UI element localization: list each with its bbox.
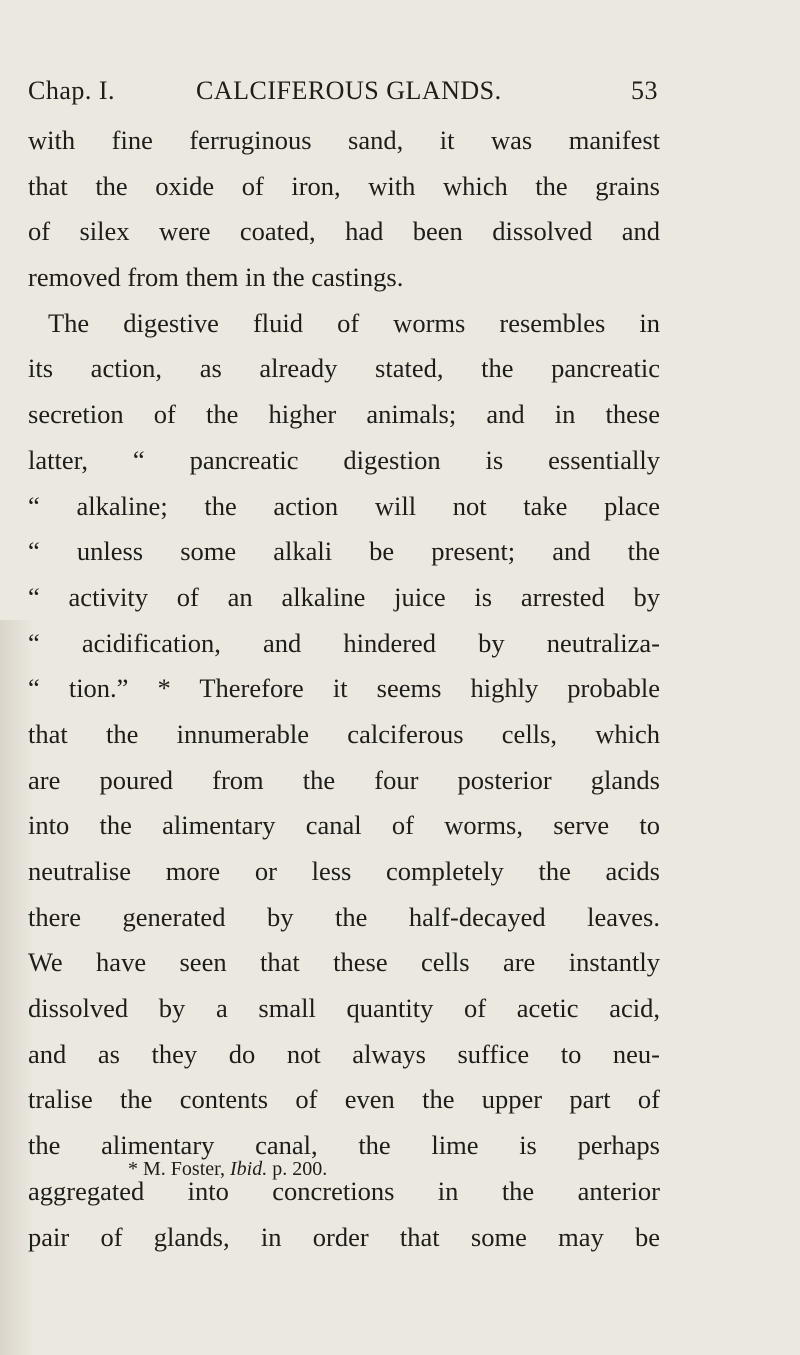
text-line: the alimentary canal, the lime is perhaps	[28, 1130, 660, 1161]
text-line: into the alimentary canal of worms, serve to	[28, 810, 660, 841]
running-header	[28, 76, 658, 116]
text-line: latter, “ pancreatic digestion is essentially	[28, 444, 660, 475]
text-line: “ tion.” * Therefore it seems highly probable	[28, 673, 660, 704]
text-line: “ unless some alkali be present; and the	[28, 536, 660, 567]
text-line: with fine ferruginous sand, it was manifest	[28, 125, 660, 155]
text-line: “ activity of an alkaline juice is arrested by	[28, 581, 660, 612]
text-line: dissolved by a small quantity of acetic acid,	[28, 993, 660, 1024]
footnote-ibid: Ibid.	[229, 1158, 268, 1180]
text-line: and as they do not always suffice to neu-	[28, 1038, 660, 1069]
page-number: 53	[631, 76, 658, 105]
text-line: pair of glands, in order that some may be	[28, 1221, 660, 1252]
text-line: aggregated into concretions in the anterior	[28, 1175, 660, 1206]
text-line: We have seen that these cells are instantly	[28, 947, 660, 978]
text-line: are poured from the four posterior glands	[28, 764, 660, 795]
footnote-suffix: p. 200.	[267, 1158, 328, 1180]
text-line: neutralise more or less completely the acids	[28, 856, 660, 886]
body-text	[28, 118, 660, 1260]
text-line: that the oxide of iron, with which the grains	[28, 170, 660, 201]
text-line: tralise the contents of even the upper part of	[28, 1084, 660, 1115]
text-line: that the innumerable calciferous cells, which	[28, 718, 660, 749]
text-line: removed from them in the castings.	[28, 262, 404, 293]
text-line: there generated by the half-decayed leaves.	[28, 901, 660, 932]
text-line: “ acidification, and hindered by neutraliza-	[28, 627, 660, 658]
chapter-label: Chap. I.	[28, 76, 116, 105]
running-title: CALCIFEROUS GLANDS.	[196, 76, 502, 105]
text-line: secretion of the higher animals; and in these	[28, 399, 660, 430]
footnote-prefix: * M. Foster,	[128, 1158, 230, 1180]
text-line: The digestive fluid of worms resembles in	[48, 307, 660, 338]
footnote	[128, 1158, 327, 1181]
text-line: its action, as already stated, the pancreatic	[28, 353, 660, 384]
text-line: “ alkaline; the action will not take place	[28, 490, 660, 521]
text-line: of silex were coated, had been dissolved and	[28, 216, 660, 247]
